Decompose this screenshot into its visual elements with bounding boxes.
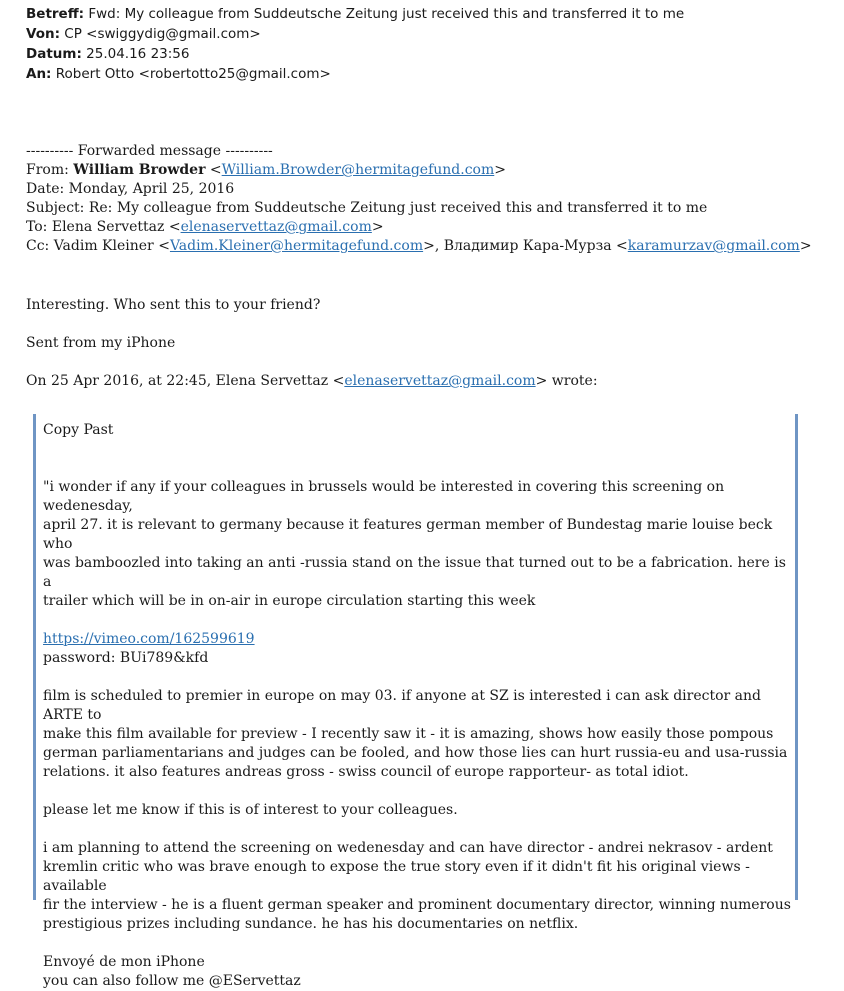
password-line: password: BUi789&kfd bbox=[43, 650, 209, 666]
to-value: Robert Otto <robertotto25@gmail.com> bbox=[55, 66, 331, 82]
quote-p1-line: april 27. it is relevant to germany because it features german member of Bundestag marie louise beck who bbox=[43, 517, 773, 552]
quote-p4-line: fir the interview - he is a fluent german speaker and prominent documentary director, winning numerous bbox=[43, 897, 791, 913]
date-row bbox=[26, 44, 684, 64]
kleiner-email-link[interactable]: Vadim.Kleiner@hermitagefund.com bbox=[169, 238, 424, 254]
quote-p2-line: german parliamentarians and judges can be fooled, and how those lies can hurt russia-eu and usa-russia bbox=[43, 745, 788, 761]
quoted-message bbox=[33, 414, 798, 989]
to-row bbox=[26, 64, 684, 84]
browder-email-link[interactable]: William.Browder@hermitagefund.com bbox=[221, 162, 495, 178]
reply-line: Interesting. Who sent this to your friend? bbox=[26, 297, 321, 313]
from-value: CP <swiggydig@gmail.com> bbox=[64, 26, 261, 42]
quote-paragraph-4 bbox=[43, 839, 791, 934]
subject-label: Betreff: bbox=[26, 6, 85, 22]
quote-p4-line: i am planning to attend the screening on wedenesday and can have director - andrei nekrasov - ardent bbox=[43, 840, 773, 856]
forwarded-from-label: From: bbox=[26, 162, 74, 178]
subject-row bbox=[26, 4, 684, 24]
quote-p1-line: trailer which will be in on-air in europe circulation starting this week bbox=[43, 593, 536, 609]
quote-p4-line: kremlin critic who was brave enough to expose the true story even if it didn't fit his original views - available bbox=[43, 859, 750, 894]
quote-paragraph-3: please let me know if this is of interest to your colleagues. bbox=[43, 802, 458, 818]
date-value: 25.04.16 23:56 bbox=[86, 46, 190, 62]
quote-p1-line: was bamboozled into taking an anti -russia stand on the issue that turned out to be a fabrication. here is a bbox=[43, 555, 786, 590]
karamurza-email-link[interactable]: karamurzav@gmail.com bbox=[627, 238, 800, 254]
quote-p1-line: "i wonder if any if your colleagues in brussels would be interested in covering this screening on wedenesday, bbox=[43, 479, 725, 514]
quote-p2-line: film is scheduled to premier in europe on may 03. if anyone at SZ is interested i can ask director and ARTE to bbox=[43, 688, 761, 723]
forwarded-header bbox=[26, 142, 812, 256]
forwarded-date-line: Date: Monday, April 25, 2016 bbox=[26, 181, 235, 197]
from-label: Von: bbox=[26, 26, 60, 42]
quote-attribution: On 25 Apr 2016, at 22:45, Elena Servettaz <elenaservettaz@gmail.com> wrote: bbox=[26, 373, 598, 389]
forwarded-subject-line: Subject: Re: My colleague from Suddeutsche Zeitung just received this and transferred it to me bbox=[26, 200, 708, 216]
forwarded-from-name: William Browder bbox=[73, 162, 206, 178]
quote-p4-line: prestigious prizes including sundance. he has his documentaries on netflix. bbox=[43, 916, 579, 932]
signature-line-1: Envoyé de mon iPhone bbox=[43, 954, 205, 970]
quote-title: Copy Past bbox=[43, 422, 114, 438]
date-label: Datum: bbox=[26, 46, 82, 62]
attribution-suffix: wrote: bbox=[547, 373, 598, 389]
sent-from-iphone: Sent from my iPhone bbox=[26, 335, 176, 351]
quoted-text bbox=[43, 421, 791, 991]
signature-line-2: you can also follow me @EServettaz bbox=[43, 973, 301, 989]
quote-p2-line: relations. it also features andreas gross - swiss council of europe rapporteur- as total idiot. bbox=[43, 764, 689, 780]
forwarded-cc-line: Cc: Vadim Kleiner <Vadim.Kleiner@hermitagefund.com>, Владимир Кара-Мурза <karamurzav@gmail.com> bbox=[26, 238, 812, 254]
forwarded-cc-mid: , Владимир Кара-Мурза bbox=[434, 238, 617, 254]
email-header bbox=[26, 4, 684, 84]
forwarded-cc-prefix: Cc: Vadim Kleiner bbox=[26, 238, 159, 254]
elena-email-link[interactable]: elenaservettaz@gmail.com bbox=[180, 219, 372, 235]
quote-p2-line: make this film available for preview - I recently saw it - it is amazing, shows how easily those pompous bbox=[43, 726, 774, 742]
attribution-email-link[interactable]: elenaservettaz@gmail.com bbox=[344, 373, 536, 389]
forwarded-to-line: To: Elena Servettaz <elenaservettaz@gmail.com> bbox=[26, 219, 384, 235]
from-row bbox=[26, 24, 684, 44]
attribution-prefix: On 25 Apr 2016, at 22:45, Elena Servettaz bbox=[26, 373, 333, 389]
quote-left-bar bbox=[33, 414, 36, 900]
quote-right-bar bbox=[795, 414, 798, 900]
subject-value: Fwd: My colleague from Suddeutsche Zeitung just received this and transferred it to me bbox=[88, 6, 685, 22]
quote-paragraph-2 bbox=[43, 687, 791, 782]
quote-paragraph-1 bbox=[43, 478, 791, 611]
vimeo-link[interactable]: https://vimeo.com/162599619 bbox=[43, 631, 255, 647]
forwarded-to-prefix: To: Elena Servettaz bbox=[26, 219, 169, 235]
forwarded-from-line: From: William Browder <William.Browder@hermitagefund.com> bbox=[26, 162, 506, 178]
to-label: An: bbox=[26, 66, 52, 82]
forwarded-divider: ---------- Forwarded message ---------- bbox=[26, 143, 273, 159]
